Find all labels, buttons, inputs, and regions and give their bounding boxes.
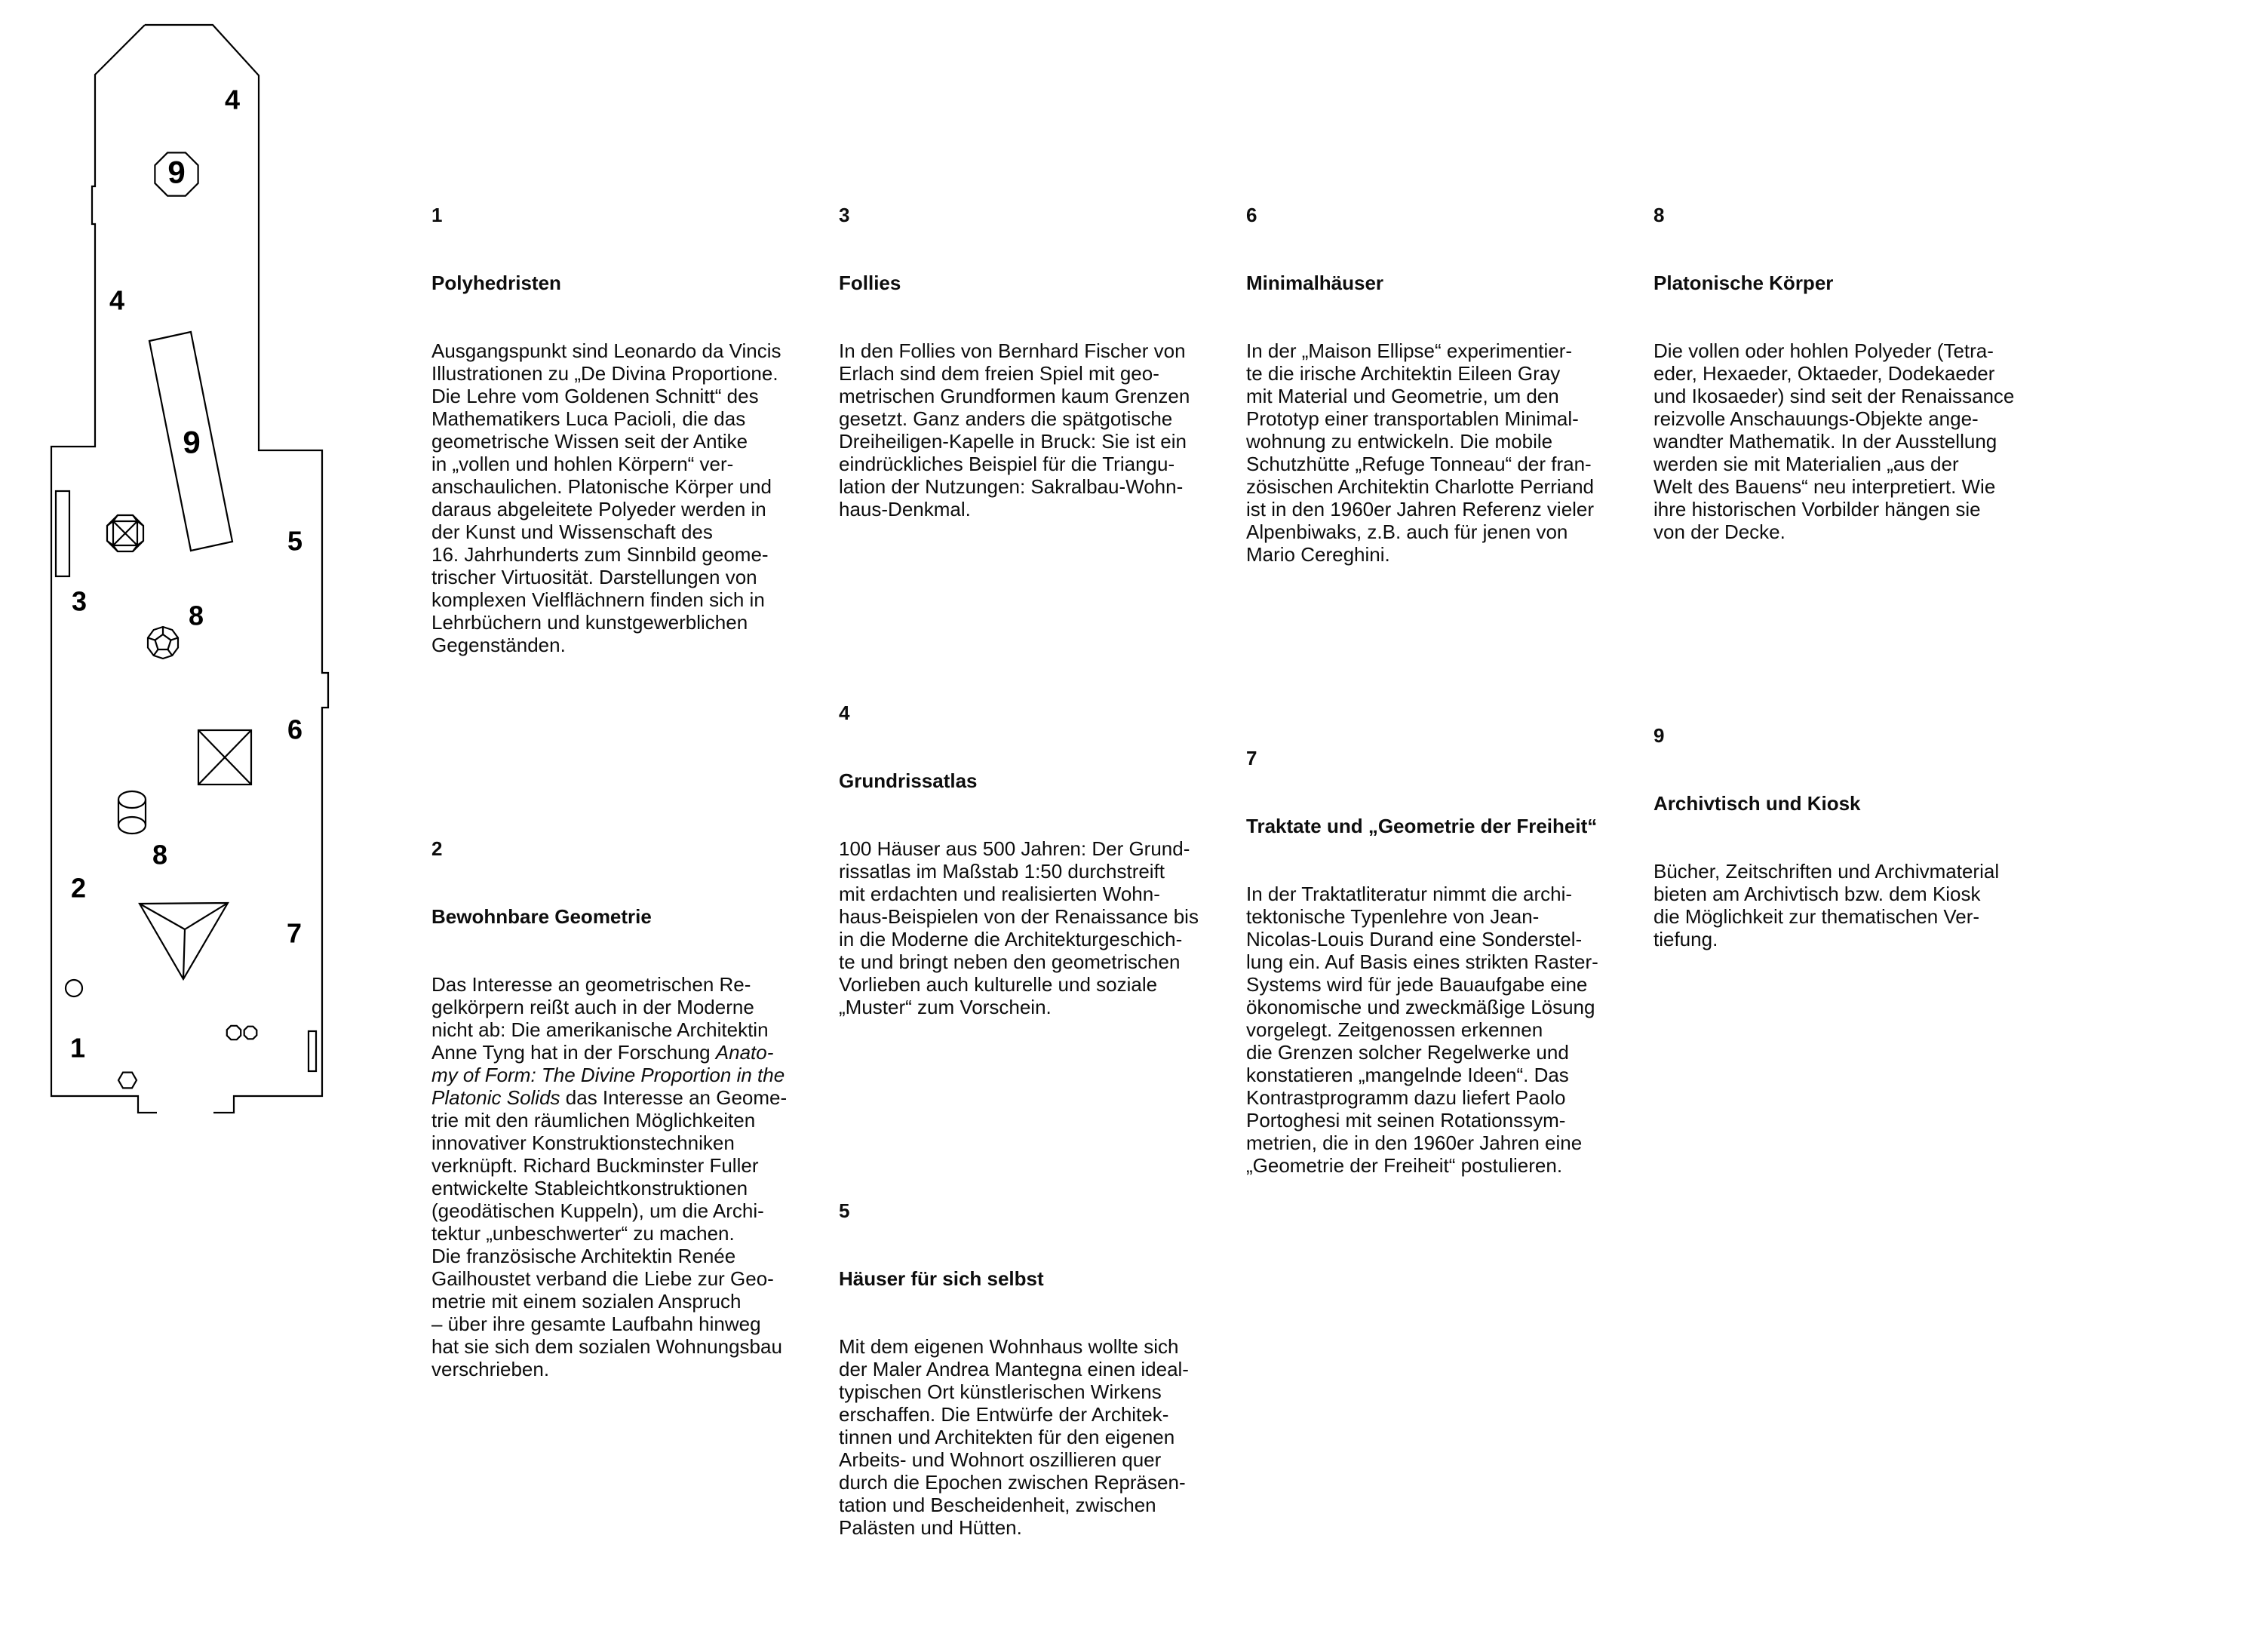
body-line-run: haus-Denkmal. (839, 498, 971, 520)
body-line-run: die Möglichkeit zur thematischen Ver- (1653, 905, 1980, 928)
body-line-run: werden sie mit Materialien „aus der (1653, 453, 1959, 475)
body-line-run: lung ein. Auf Basis eines strikten Raster- (1246, 950, 1598, 973)
body-line-run: rissatlas im Maßstab 1:50 durchstreift (839, 860, 1165, 883)
body-line-run: 16. Jahrhunderts zum Sinnbild geome- (431, 543, 769, 566)
body-line-run: Palästen und Hütten. (839, 1516, 1022, 1539)
section-body (1653, 339, 2055, 543)
body-line-run: my of Form: The Divine Proportion in the (431, 1064, 785, 1086)
body-line-run: hat sie sich dem sozialen Wohnungsbau (431, 1335, 782, 1358)
body-line-run: tiefung. (1653, 928, 1718, 950)
section-title: Follies (839, 272, 901, 294)
body-line-run: eindrückliches Beispiel für die Triangu- (839, 453, 1175, 475)
body-line-run: Gailhoustet verband die Liebe zur Geo- (431, 1267, 774, 1290)
body-line-run: Gegenständen. (431, 634, 566, 656)
section-body (431, 339, 833, 656)
body-line-run: „Geometrie der Freiheit“ postulieren. (1246, 1154, 1563, 1177)
body-line-run: ist in den 1960er Jahren Referenz vieler (1246, 498, 1595, 520)
body-line-run: Anne Tyng hat in der Forschung (431, 1041, 716, 1064)
section-7 (1246, 702, 1647, 1222)
section-title: Polyhedristen (431, 272, 561, 294)
body-line-run: „Muster“ zum Vorschein. (839, 996, 1052, 1018)
section-3 (839, 158, 1240, 566)
gem-polyhedron (107, 515, 143, 551)
section-title: Platonische Körper (1653, 272, 1834, 294)
body-line-run: metrien, die in den 1960er Jahren eine (1246, 1132, 1583, 1154)
body-line-run: wandter Mathematik. In der Ausstellung (1653, 430, 1997, 453)
plan-area-label-3: 3 (71, 585, 88, 617)
plan-area-label-9: 9 (183, 424, 201, 460)
body-line-run: Prototyp einer transportablen Minimal- (1246, 407, 1579, 430)
body-line-run: wohnung zu entwickeln. Die mobile (1246, 430, 1553, 453)
dodecahedron (148, 627, 178, 659)
crossed-box (198, 730, 251, 785)
small-octagon-pair (227, 1026, 257, 1039)
section-body (1246, 883, 1647, 1177)
body-line-run: haus-Beispielen von der Renaissance bis (839, 905, 1199, 928)
section-number: 2 (431, 837, 443, 860)
body-line-run: te die irische Architektin Eileen Gray (1246, 362, 1561, 385)
plan-area-label-8: 8 (152, 839, 168, 871)
section-title: Traktate und „Geometrie der Freiheit“ (1246, 815, 1598, 837)
plan-labels (70, 84, 302, 1064)
section-6 (1246, 158, 1647, 611)
body-line-run: trischer Virtuosität. Darstellungen von (431, 566, 757, 588)
wall-vitrine (56, 491, 69, 576)
body-line-run: mit erdachten und realisierten Wohn- (839, 883, 1160, 905)
body-line-run: erschaffen. Die Entwürfe der Architek- (839, 1403, 1169, 1426)
section-title: Archivtisch und Kiosk (1653, 792, 1861, 815)
section-number: 8 (1653, 204, 1665, 226)
body-line-run: Nicolas-Louis Durand eine Sonderstel- (1246, 928, 1583, 950)
floor-plan-svg (0, 0, 347, 1132)
body-line-run: anschaulichen. Platonische Körper und (431, 475, 772, 498)
section-body (431, 973, 833, 1380)
body-line-run: metrie mit einem sozialen Anspruch (431, 1290, 742, 1313)
plan-area-label-5: 5 (287, 525, 303, 557)
section-number: 9 (1653, 724, 1665, 747)
section-title: Häuser für sich selbst (839, 1267, 1044, 1290)
body-line-run: Platonic Solids (431, 1086, 560, 1109)
plan-area-label-8: 8 (188, 600, 204, 631)
section-number: 4 (839, 702, 850, 724)
section-number: 3 (839, 204, 850, 226)
body-line-run: Ausgangspunkt sind Leonardo da Vincis (431, 339, 781, 362)
section-body (839, 1335, 1240, 1539)
tetrahedron (140, 903, 228, 979)
body-line-run: innovativer Konstruktionstechniken (431, 1132, 735, 1154)
body-line-run: metrischen Grundformen kaum Grenzen (839, 385, 1190, 407)
section-body (1653, 860, 2055, 950)
body-line-run: Bücher, Zeitschriften und Archivmaterial (1653, 860, 2000, 883)
body-line-run: lation der Nutzungen: Sakralbau-Wohn- (839, 475, 1184, 498)
body-line-run: gelkörpern reißt auch in der Moderne (431, 996, 754, 1018)
body-line-run: te und bringt neben den geometrischen (839, 950, 1181, 973)
plan-area-label-4: 4 (109, 284, 125, 316)
body-line-run: bieten am Archivtisch bzw. dem Kiosk (1653, 883, 1981, 905)
body-line-run: Das Interesse an geometrischen Re- (431, 973, 751, 996)
body-line-run: Die Lehre vom Goldenen Schnitt“ des (431, 385, 759, 407)
body-line-run: Portoghesi mit seinen Rotationssym- (1246, 1109, 1566, 1132)
section-number: 5 (839, 1199, 850, 1222)
body-line-run: tektonische Typenlehre von Jean- (1246, 905, 1540, 928)
section-body (839, 837, 1240, 1018)
section-number: 7 (1246, 747, 1257, 769)
kiosk-element (309, 1031, 316, 1071)
section-1 (431, 158, 833, 702)
body-line-run: – über ihre gesamte Laufbahn hinweg (431, 1313, 761, 1335)
circle-object (66, 980, 82, 996)
section-title: Minimalhäuser (1246, 272, 1384, 294)
body-line-run: tektur „unbeschwerter“ zu machen. (431, 1222, 735, 1245)
body-line-run: in die Moderne die Architekturgeschich- (839, 928, 1183, 950)
body-line-run: In der Traktatliteratur nimmt die archi- (1246, 883, 1573, 905)
body-line-run: Erlach sind dem freien Spiel mit geo- (839, 362, 1159, 385)
body-line-run: komplexen Vielflächnern finden sich in (431, 588, 765, 611)
section-8 (1653, 158, 2055, 588)
body-line-run: der Maler Andrea Mantegna einen ideal- (839, 1358, 1189, 1380)
section-9 (1653, 679, 2055, 996)
body-line-run: zösischen Architektin Charlotte Perriand (1246, 475, 1595, 498)
body-line-run: daraus abgeleitete Polyeder werden in (431, 498, 766, 520)
body-line-run: nicht ab: Die amerikanische Architektin (431, 1018, 769, 1041)
body-line-run: Mit dem eigenen Wohnhaus wollte sich (839, 1335, 1179, 1358)
body-line-run: trie mit den räumlichen Möglichkeiten (431, 1109, 756, 1132)
section-5 (839, 1154, 1240, 1584)
body-line-run: Die vollen oder hohlen Polyeder (Tetra- (1653, 339, 1994, 362)
body-line-run: von der Decke. (1653, 520, 1786, 543)
body-line-run: der Kunst und Wissenschaft des (431, 520, 713, 543)
body-line-run: 100 Häuser aus 500 Jahren: Der Grund- (839, 837, 1190, 860)
section-body (839, 339, 1240, 520)
body-line-run: tinnen und Architekten für den eigenen (839, 1426, 1175, 1448)
body-line-run: Vorlieben auch kulturelle und soziale (839, 973, 1158, 996)
section-title: Grundrissatlas (839, 769, 978, 792)
body-line-run: Welt des Bauens“ neu interpretiert. Wie (1653, 475, 1996, 498)
plan-area-label-7: 7 (286, 917, 302, 949)
body-line-run: ökonomische und zweckmäßige Lösung (1246, 996, 1595, 1018)
body-line-run: Mario Cereghini. (1246, 543, 1390, 566)
body-line-run: typischen Ort künstlerischen Wirkens (839, 1380, 1162, 1403)
body-line-run: Lehrbüchern und kunstgewerblichen (431, 611, 748, 634)
body-line-run: Schutzhütte „Refuge Tonneau“ der fran- (1246, 453, 1592, 475)
plan-area-label-2: 2 (70, 872, 87, 904)
body-line-run: durch die Epochen zwischen Repräsen- (839, 1471, 1186, 1494)
plan-outline-left (51, 25, 157, 1113)
body-line-run: die Grenzen solcher Regelwerke und (1246, 1041, 1569, 1064)
body-line-run: Systems wird für jede Bauaufgabe eine (1246, 973, 1588, 996)
body-line-run: Alpenbiwaks, z.B. auch für jenen von (1246, 520, 1568, 543)
body-line-run: gesetzt. Ganz anders die spätgotische (839, 407, 1173, 430)
body-line-run: (geodätischen Kuppeln), um die Archi- (431, 1199, 764, 1222)
section-body (1246, 339, 1647, 566)
section-number: 1 (431, 204, 443, 226)
body-line-run: Dreiheiligen-Kapelle in Bruck: Sie ist ein (839, 430, 1187, 453)
floor-plan (0, 0, 347, 1132)
legend-column-1 (431, 113, 833, 1494)
body-line-run: das Interesse an Geome- (560, 1086, 788, 1109)
body-line-run: in „vollen und hohlen Körpern“ ver- (431, 453, 734, 475)
body-line-run: eder, Hexaeder, Oktaeder, Dodekaeder (1653, 362, 1995, 385)
body-line-run: konstatieren „mangelnde Ideen“. Das (1246, 1064, 1569, 1086)
small-hexagon (118, 1073, 137, 1089)
section-number: 6 (1246, 204, 1257, 226)
body-line-run: tation und Bescheidenheit, zwischen (839, 1494, 1156, 1516)
body-line-run: Arbeits- und Wohnort oszillieren quer (839, 1448, 1162, 1471)
cylinder-object (118, 791, 146, 834)
plan-area-label-1: 1 (69, 1032, 86, 1064)
body-line-run: Die französische Architektin Renée (431, 1245, 736, 1267)
plan-area-label-4: 4 (224, 84, 241, 115)
body-line-run: verschrieben. (431, 1358, 550, 1380)
body-line-run: Kontrastprogramm dazu liefert Paolo (1246, 1086, 1566, 1109)
body-line-run: entwickelte Stableichtkonstruktionen (431, 1177, 748, 1199)
plan-area-label-6: 6 (287, 714, 303, 745)
body-line-run: verknüpft. Richard Buckminster Fuller (431, 1154, 759, 1177)
legend-column-2 (839, 113, 1240, 1652)
body-line-run: mit Material und Geometrie, um den (1246, 385, 1559, 407)
legend-column-4 (1653, 113, 2055, 1064)
body-line-run: vorgelegt. Zeitgenossen erkennen (1246, 1018, 1543, 1041)
body-line-run: ihre historischen Vorbilder hängen sie (1653, 498, 1981, 520)
section-title: Bewohnbare Geometrie (431, 905, 652, 928)
plan-area-label-9: 9 (167, 154, 186, 190)
body-line-run: und Ikosaeder) sind seit der Renaissance (1653, 385, 2015, 407)
section-4 (839, 656, 1240, 1064)
legend-column-3 (1246, 113, 1647, 1290)
body-line-run: geometrische Wissen seit der Antike (431, 430, 748, 453)
body-line-run: reizvolle Anschauungs-Objekte ange- (1653, 407, 1979, 430)
body-line-run: Mathematikers Luca Pacioli, die das (431, 407, 746, 430)
body-line-run: In der „Maison Ellipse“ experimentier- (1246, 339, 1573, 362)
body-line-run: Anato- (715, 1041, 774, 1064)
section-2 (431, 792, 833, 1426)
body-line-run: Illustrationen zu „De Divina Proportione. (431, 362, 778, 385)
body-line-run: In den Follies von Bernhard Fischer von (839, 339, 1186, 362)
